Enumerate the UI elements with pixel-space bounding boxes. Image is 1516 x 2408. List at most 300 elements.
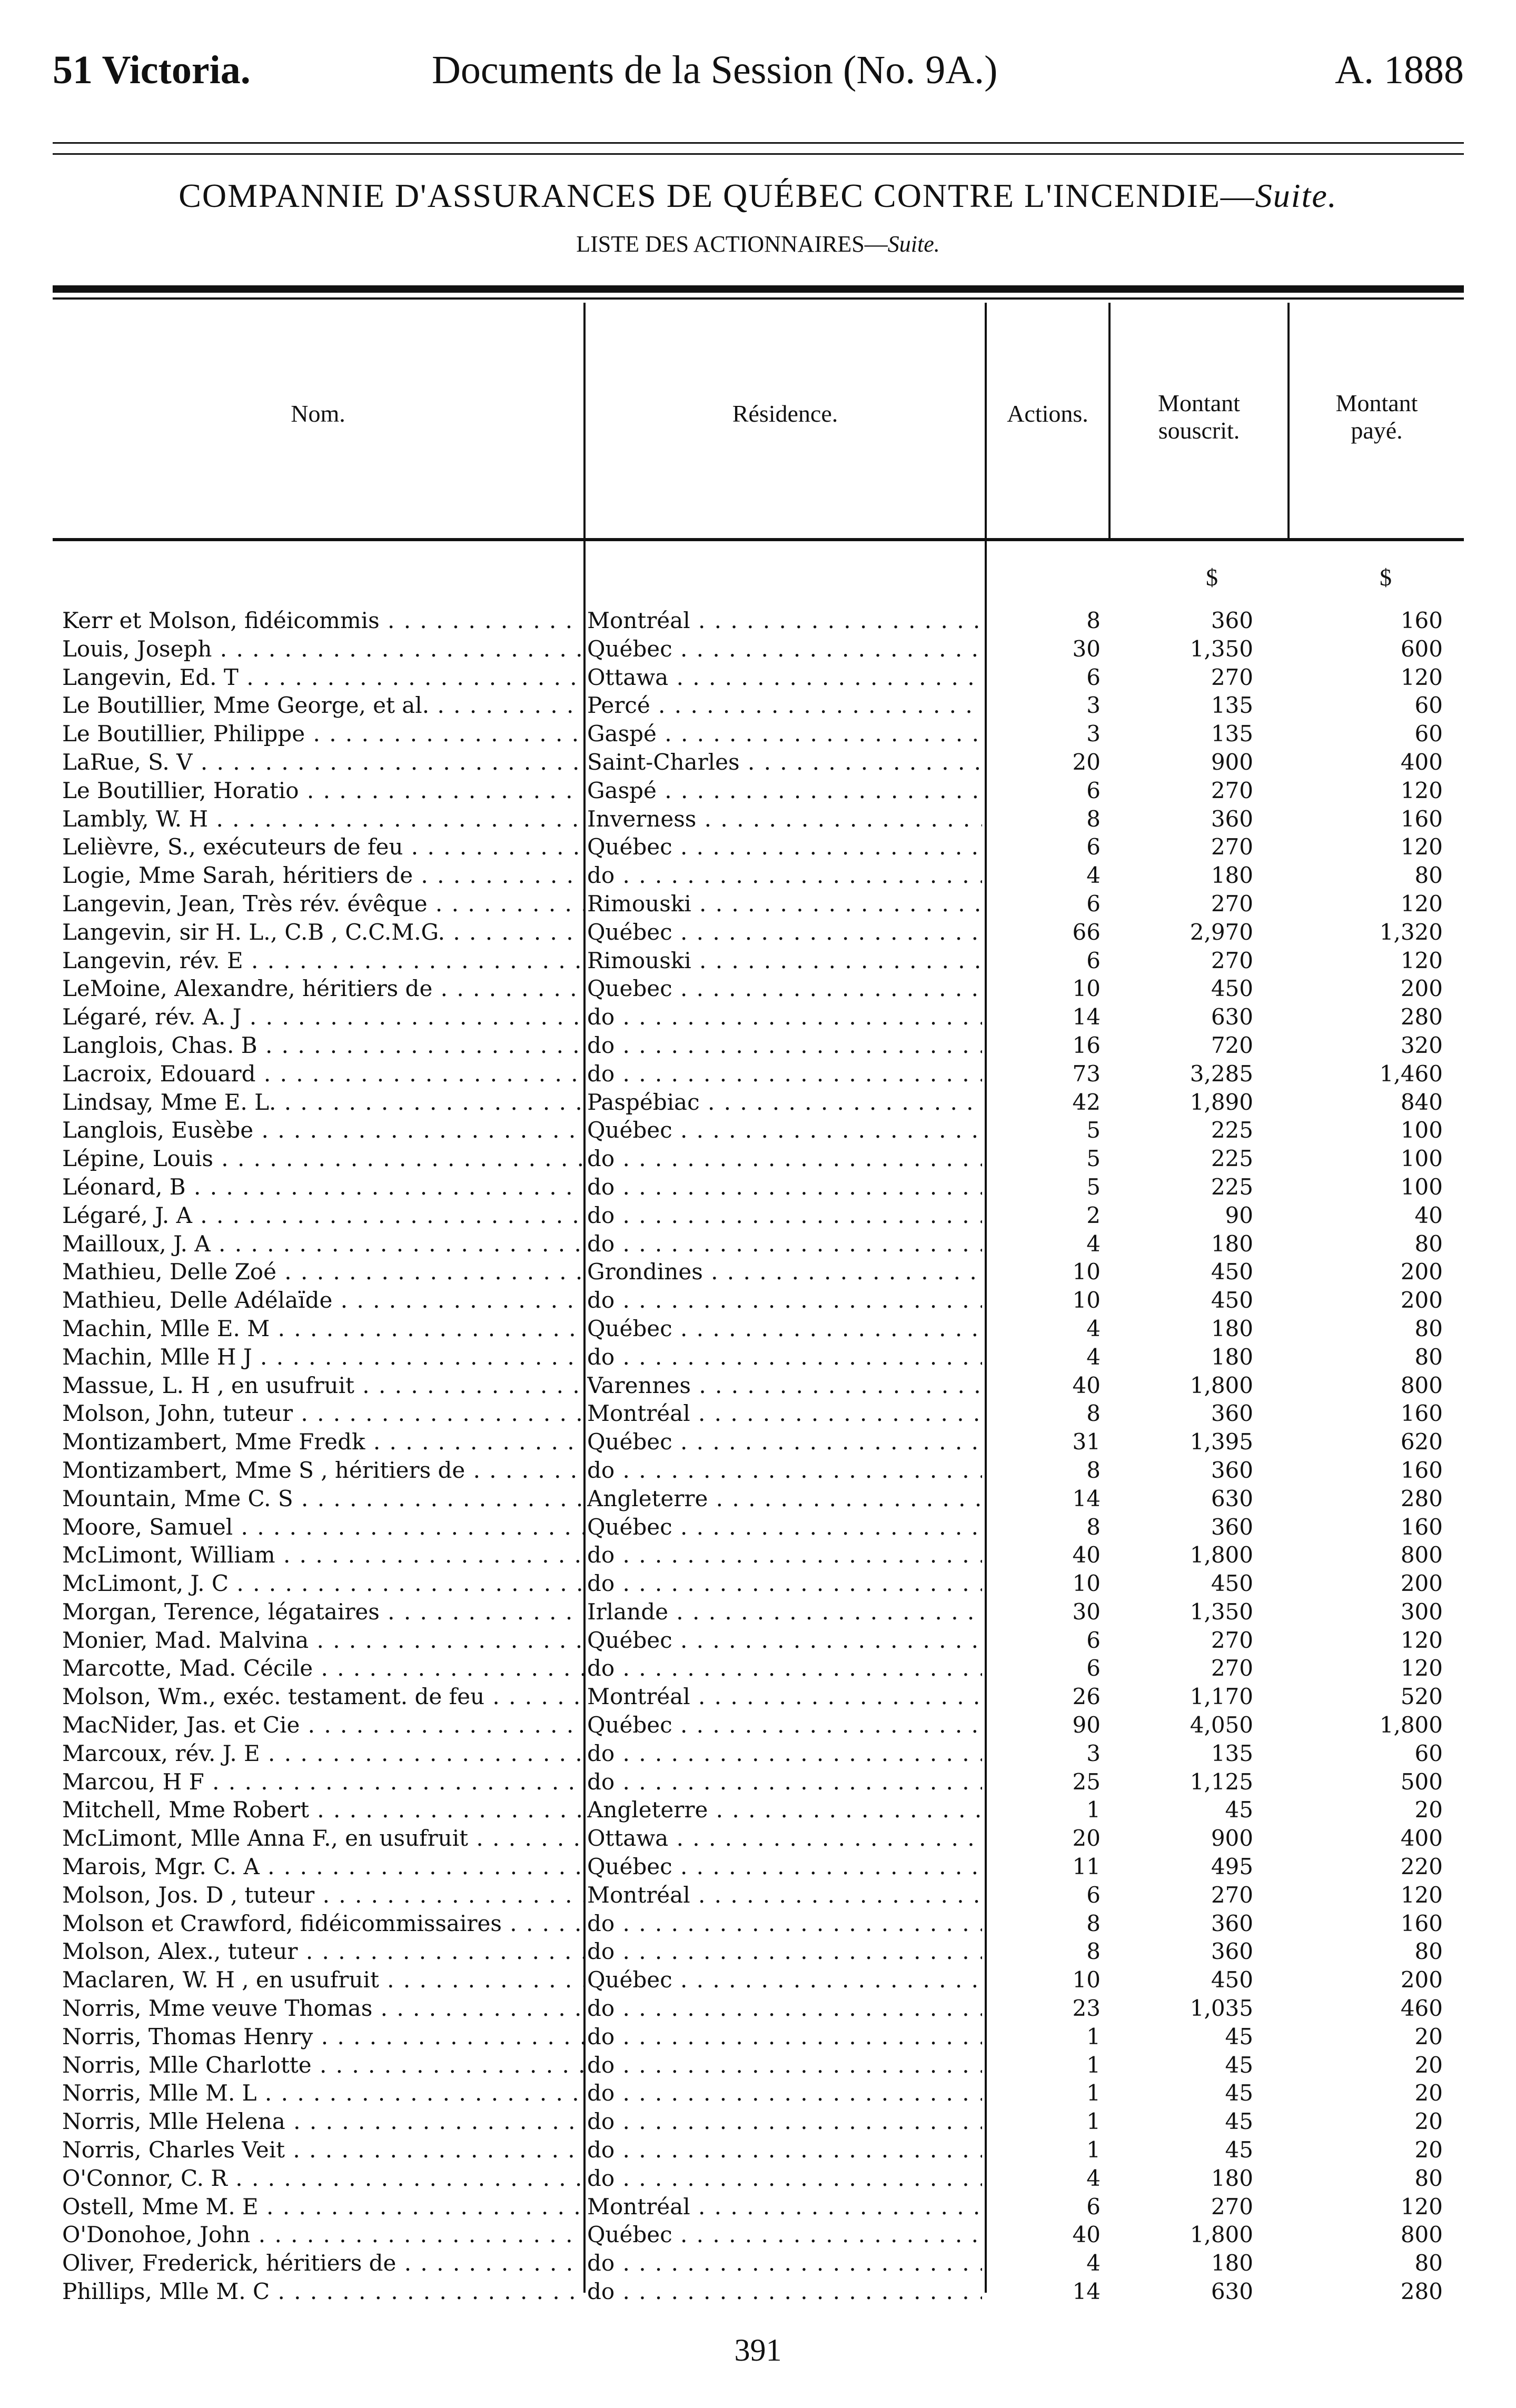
shareholder-residence: Irlande . . .	[587, 1598, 982, 1626]
table-row	[0, 720, 1516, 748]
shareholder-residence: Montréal . . .	[587, 2193, 982, 2221]
amount-subscribed: 270	[1211, 2193, 1253, 2220]
column-header-residence-label: Résidence.	[732, 400, 838, 427]
amount-paid: 200	[1400, 1287, 1443, 1314]
shareholder-actions: 23	[1072, 1995, 1101, 2022]
amount-subscribed: 4,050	[1190, 1712, 1253, 1738]
shareholder-actions: 31	[1072, 1429, 1101, 1455]
shareholder-actions: 1	[1086, 2080, 1101, 2106]
amount-subscribed: 360	[1211, 608, 1253, 633]
shareholder-name: Moore, Samuel . . .	[62, 1513, 583, 1541]
shareholder-actions: 6	[1086, 664, 1101, 690]
shareholder-residence: Québec . . .	[587, 833, 982, 861]
shareholder-actions: 14	[1072, 2278, 1101, 2305]
table-row	[0, 777, 1516, 805]
shareholder-name: Le Boutillier, Horatio . . .	[62, 777, 583, 805]
shareholder-residence: Québec . . .	[587, 1711, 982, 1739]
table-row	[0, 2051, 1516, 2079]
table-row	[0, 1145, 1516, 1173]
amount-subscribed: 180	[1211, 2250, 1253, 2276]
amount-subscribed: 630	[1211, 1485, 1253, 1511]
amount-paid: 60	[1414, 721, 1443, 747]
shareholder-residence: Québec . . .	[587, 1513, 982, 1541]
table-row	[0, 1626, 1516, 1655]
shareholder-residence: Angleterre . . .	[587, 1485, 982, 1513]
amount-subscribed: 360	[1211, 805, 1253, 832]
shareholder-name: Molson, Jos. D , tuteur . . .	[62, 1881, 583, 1909]
shareholder-name: Langlois, Chas. B . . .	[62, 1031, 583, 1060]
shareholder-name: Légaré, J. A . . .	[62, 1201, 583, 1230]
shareholder-residence: do . . .	[587, 861, 982, 890]
shareholder-residence: do . . .	[587, 1569, 982, 1598]
table-row	[0, 1711, 1516, 1739]
amount-subscribed: 1,350	[1190, 635, 1253, 662]
shareholder-name: Morgan, Terence, légataires . . .	[62, 1598, 583, 1626]
amount-subscribed: 45	[1225, 1797, 1253, 1823]
shareholder-residence: do . . .	[587, 1286, 982, 1315]
currency-souscrit: $	[1206, 564, 1218, 591]
shareholder-name: McLimont, J. C . . .	[62, 1569, 583, 1598]
amount-paid: 320	[1400, 1032, 1443, 1058]
amount-paid: 800	[1400, 1542, 1443, 1568]
table-row	[0, 2221, 1516, 2249]
shareholder-actions: 8	[1086, 1938, 1101, 1965]
table-row	[0, 663, 1516, 692]
table-row	[0, 1088, 1516, 1117]
shareholder-residence: Paspébiac . . .	[587, 1088, 982, 1117]
shareholder-name: Machin, Mlle H J . . .	[62, 1343, 583, 1371]
table-row	[0, 2107, 1516, 2136]
amount-subscribed: 45	[1225, 2080, 1253, 2106]
shareholder-name: Kerr et Molson, fidéicommis . . .	[62, 606, 583, 635]
amount-subscribed: 135	[1211, 1740, 1253, 1766]
shareholder-residence: do . . .	[587, 1201, 982, 1230]
amount-subscribed: 270	[1211, 834, 1253, 860]
amount-subscribed: 1,350	[1190, 1598, 1253, 1625]
amount-subscribed: 45	[1225, 2052, 1253, 2078]
shareholder-actions: 26	[1072, 1684, 1101, 1710]
shareholder-name: Mountain, Mme C. S . . .	[62, 1485, 583, 1513]
amount-subscribed: 360	[1211, 1400, 1253, 1427]
shareholder-name: Légaré, rév. A. J . . .	[62, 1003, 583, 1031]
shareholder-name: Logie, Mme Sarah, héritiers de . . .	[62, 861, 583, 890]
shareholder-residence: do . . .	[587, 1654, 982, 1683]
page-subtitle	[0, 231, 1516, 257]
shareholder-residence: Montréal . . .	[587, 1881, 982, 1909]
shareholder-name: McLimont, William . . .	[62, 1541, 583, 1569]
shareholder-actions: 4	[1086, 2250, 1101, 2276]
shareholder-actions: 5	[1086, 1117, 1101, 1143]
column-header-souscrit-line1: Montant	[1158, 390, 1240, 416]
table-row	[0, 1315, 1516, 1343]
session-year: 51 Victoria.	[53, 48, 251, 92]
table-row	[0, 1739, 1516, 1768]
amount-paid: 620	[1400, 1429, 1443, 1455]
table-row	[0, 2249, 1516, 2277]
table-row	[0, 1853, 1516, 1881]
shareholder-residence: Quebec . . .	[587, 974, 982, 1003]
shareholder-name: Le Boutillier, Philippe . . .	[62, 720, 583, 748]
shareholder-name: Norris, Mlle Helena . . .	[62, 2107, 583, 2136]
shareholder-residence: do . . .	[587, 1456, 982, 1485]
amount-subscribed: 1,890	[1190, 1089, 1253, 1115]
amount-paid: 120	[1400, 890, 1443, 917]
shareholder-residence: Québec . . .	[587, 1428, 982, 1456]
table-row	[0, 1683, 1516, 1711]
amount-subscribed: 900	[1211, 1825, 1253, 1852]
amount-paid: 800	[1400, 2222, 1443, 2248]
table-row	[0, 1824, 1516, 1853]
shareholder-name: Louis, Joseph . . .	[62, 635, 583, 663]
shareholder-residence: do . . .	[587, 2107, 982, 2136]
amount-paid: 280	[1400, 2278, 1443, 2305]
shareholder-residence: Ottawa . . .	[587, 663, 982, 692]
shareholder-actions: 3	[1086, 1740, 1101, 1766]
table-row	[0, 748, 1516, 777]
amount-subscribed: 360	[1211, 1910, 1253, 1936]
shareholder-actions: 14	[1072, 1004, 1101, 1030]
amount-subscribed: 270	[1211, 1655, 1253, 1681]
amount-paid: 60	[1414, 692, 1443, 719]
shareholder-name: Langevin, Ed. T . . .	[62, 663, 583, 692]
shareholder-name: Norris, Mlle M. L . . .	[62, 2079, 583, 2107]
column-header-nom	[53, 400, 583, 427]
shareholder-name: Molson et Crawford, fidéicommissaires . . .	[62, 1909, 583, 1938]
amount-paid: 20	[1414, 2080, 1443, 2106]
shareholder-name: Norris, Charles Veit . . .	[62, 2136, 583, 2164]
title-suite: Suite.	[1255, 177, 1337, 214]
shareholder-residence: Gaspé . . .	[587, 777, 982, 805]
table-row	[0, 1003, 1516, 1031]
amount-subscribed: 270	[1211, 947, 1253, 973]
table-row	[0, 1513, 1516, 1541]
table-row	[0, 1456, 1516, 1485]
amount-paid: 120	[1400, 664, 1443, 690]
shareholder-actions: 16	[1072, 1032, 1101, 1058]
shareholder-actions: 8	[1086, 1400, 1101, 1427]
amount-subscribed: 450	[1211, 1570, 1253, 1597]
amount-subscribed: 900	[1211, 749, 1253, 775]
shareholder-residence: do . . .	[587, 1768, 982, 1796]
shareholder-name: Marcoux, rév. J. E . . .	[62, 1739, 583, 1768]
page-header	[53, 47, 1464, 105]
table-row	[0, 2079, 1516, 2107]
table-row	[0, 1485, 1516, 1513]
amount-paid: 600	[1400, 635, 1443, 662]
table-row	[0, 1201, 1516, 1230]
shareholder-name: Molson, Wm., exéc. testament. de feu . . .	[62, 1683, 583, 1711]
table-row	[0, 1598, 1516, 1626]
shareholder-residence: do . . .	[587, 1343, 982, 1371]
amount-paid: 160	[1400, 1514, 1443, 1540]
shareholder-actions: 25	[1072, 1768, 1101, 1795]
shareholder-residence: Grondines . . .	[587, 1258, 982, 1286]
amount-subscribed: 225	[1211, 1173, 1253, 1200]
shareholder-name: Lelièvre, S., exécuteurs de feu . . .	[62, 833, 583, 861]
shareholder-actions: 30	[1072, 1598, 1101, 1625]
amount-subscribed: 450	[1211, 1259, 1253, 1285]
shareholder-actions: 40	[1072, 1542, 1101, 1568]
table-row	[0, 947, 1516, 975]
amount-subscribed: 450	[1211, 1967, 1253, 1993]
shareholder-residence: Québec . . .	[587, 1116, 982, 1145]
amount-paid: 60	[1414, 1740, 1443, 1766]
shareholder-actions: 14	[1072, 1485, 1101, 1511]
shareholder-actions: 3	[1086, 692, 1101, 719]
amount-subscribed: 180	[1211, 862, 1253, 889]
amount-paid: 100	[1400, 1117, 1443, 1143]
amount-paid: 160	[1400, 805, 1443, 832]
shareholder-residence: do . . .	[587, 2249, 982, 2277]
shareholder-name: Lépine, Louis . . .	[62, 1145, 583, 1173]
amount-subscribed: 1,800	[1190, 2222, 1253, 2248]
amount-subscribed: 270	[1211, 777, 1253, 803]
amount-subscribed: 270	[1211, 1627, 1253, 1653]
table-row	[0, 1116, 1516, 1145]
amount-subscribed: 180	[1211, 1230, 1253, 1257]
shareholder-actions: 2	[1086, 1202, 1101, 1228]
amount-subscribed: 1,800	[1190, 1372, 1253, 1398]
amount-subscribed: 450	[1211, 976, 1253, 1002]
table-row	[0, 1060, 1516, 1088]
amount-paid: 160	[1400, 608, 1443, 633]
table-row	[0, 833, 1516, 861]
shareholder-actions: 4	[1086, 1315, 1101, 1341]
shareholder-name: Langevin, sir H. L., C.B , C.C.M.G. . . .	[62, 918, 583, 947]
table-row	[0, 974, 1516, 1003]
shareholder-name: Montizambert, Mme S , héritiers de . . .	[62, 1456, 583, 1485]
shareholder-actions: 8	[1086, 1457, 1101, 1483]
shareholder-actions: 40	[1072, 1372, 1101, 1398]
amount-subscribed: 360	[1211, 1457, 1253, 1483]
table-row	[0, 2164, 1516, 2193]
amount-subscribed: 270	[1211, 664, 1253, 690]
shareholder-table	[0, 606, 1516, 2306]
shareholder-actions: 1	[1086, 2108, 1101, 2135]
header-bottom-rule	[53, 538, 1464, 541]
shareholder-residence: do . . .	[587, 1994, 982, 2023]
shareholder-actions: 40	[1072, 2222, 1101, 2248]
column-header-actions-label: Actions.	[1007, 400, 1088, 427]
amount-subscribed: 3,285	[1190, 1060, 1253, 1087]
amount-subscribed: 135	[1211, 692, 1253, 719]
amount-paid: 280	[1400, 1485, 1443, 1511]
amount-paid: 160	[1400, 1457, 1443, 1483]
amount-subscribed: 180	[1211, 1344, 1253, 1370]
table-row	[0, 1796, 1516, 1824]
shareholder-name: Mitchell, Mme Robert . . .	[62, 1796, 583, 1824]
shareholder-actions: 6	[1086, 1655, 1101, 1681]
shareholder-actions: 6	[1086, 1627, 1101, 1653]
shareholder-actions: 73	[1072, 1060, 1101, 1087]
shareholder-residence: Gaspé . . .	[587, 720, 982, 748]
amount-paid: 120	[1400, 947, 1443, 973]
amount-subscribed: 360	[1211, 1938, 1253, 1965]
shareholder-name: Lacroix, Edouard . . .	[62, 1060, 583, 1088]
shareholder-name: Mailloux, J. A . . .	[62, 1230, 583, 1258]
shareholder-name: Langevin, rév. E . . .	[62, 947, 583, 975]
amount-subscribed: 495	[1211, 1854, 1253, 1880]
shareholder-residence: Angleterre . . .	[587, 1796, 982, 1824]
shareholder-residence: Montréal . . .	[587, 1399, 982, 1428]
amount-paid: 200	[1400, 1570, 1443, 1597]
shareholder-name: Ostell, Mme M. E . . .	[62, 2193, 583, 2221]
shareholder-name: Massue, L. H , en usufruit . . .	[62, 1371, 583, 1400]
amount-paid: 80	[1414, 1344, 1443, 1370]
shareholder-actions: 10	[1072, 1570, 1101, 1597]
table-row	[0, 918, 1516, 947]
shareholder-actions: 8	[1086, 1514, 1101, 1540]
amount-paid: 120	[1400, 2193, 1443, 2220]
shareholder-name: Langlois, Eusèbe . . .	[62, 1116, 583, 1145]
amount-paid: 520	[1400, 1684, 1443, 1710]
shareholder-residence: do . . .	[587, 1541, 982, 1569]
amount-subscribed: 2,970	[1190, 919, 1253, 945]
shareholder-name: Lambly, W. H . . .	[62, 805, 583, 833]
shareholder-residence: Québec . . .	[587, 1626, 982, 1655]
shareholder-name: Langevin, Jean, Très rév. évêque . . .	[62, 890, 583, 918]
amount-paid: 200	[1400, 1259, 1443, 1285]
shareholder-actions: 8	[1086, 608, 1101, 633]
amount-paid: 20	[1414, 2108, 1443, 2135]
amount-subscribed: 720	[1211, 1032, 1253, 1058]
table-row	[0, 1031, 1516, 1060]
amount-paid: 160	[1400, 1910, 1443, 1936]
shareholder-residence: Saint-Charles . . .	[587, 748, 982, 777]
shareholder-actions: 1	[1086, 2052, 1101, 2078]
table-row	[0, 2136, 1516, 2164]
amount-paid: 300	[1400, 1598, 1443, 1625]
amount-paid: 500	[1400, 1768, 1443, 1795]
shareholder-actions: 6	[1086, 2193, 1101, 2220]
amount-subscribed: 180	[1211, 2165, 1253, 2191]
shareholder-residence: do . . .	[587, 1003, 982, 1031]
shareholder-residence: Rimouski . . .	[587, 890, 982, 918]
table-row	[0, 1343, 1516, 1371]
amount-paid: 400	[1400, 749, 1443, 775]
shareholder-residence: do . . .	[587, 2136, 982, 2164]
year-label: A. 1888	[1335, 48, 1464, 92]
amount-paid: 120	[1400, 1655, 1443, 1681]
shareholder-name: Phillips, Mlle M. C . . .	[62, 2277, 583, 2306]
table-row	[0, 1966, 1516, 1994]
column-header-residence	[586, 400, 985, 427]
shareholder-actions: 8	[1086, 805, 1101, 832]
shareholder-residence: Percé . . .	[587, 691, 982, 720]
shareholder-actions: 3	[1086, 721, 1101, 747]
subtitle-text: LISTE DES ACTIONNAIRES—	[576, 231, 888, 257]
amount-subscribed: 360	[1211, 1514, 1253, 1540]
shareholder-residence: do . . .	[587, 1909, 982, 1938]
table-row	[0, 1937, 1516, 1966]
shareholder-residence: Montréal . . .	[587, 1683, 982, 1711]
amount-subscribed: 225	[1211, 1117, 1253, 1143]
column-header-nom-label: Nom.	[291, 400, 345, 427]
shareholder-actions: 90	[1072, 1712, 1101, 1738]
shareholder-residence: do . . .	[587, 2277, 982, 2306]
amount-paid: 120	[1400, 1627, 1443, 1653]
shareholder-name: Marois, Mgr. C. A . . .	[62, 1853, 583, 1881]
column-header-paye-line1: Montant	[1335, 390, 1418, 416]
title-rule-thick	[53, 285, 1464, 293]
shareholder-actions: 30	[1072, 635, 1101, 662]
amount-paid: 160	[1400, 1400, 1443, 1427]
table-row	[0, 2023, 1516, 2051]
amount-paid: 1,320	[1379, 919, 1443, 945]
shareholder-name: Léonard, B . . .	[62, 1173, 583, 1201]
table-row	[0, 1258, 1516, 1286]
shareholder-name: McLimont, Mlle Anna F., en usufruit . . .	[62, 1824, 583, 1853]
amount-paid: 80	[1414, 2250, 1443, 2276]
table-row	[0, 1230, 1516, 1258]
shareholder-actions: 1	[1086, 2137, 1101, 2163]
shareholder-name: LeMoine, Alexandre, héritiers de . . .	[62, 974, 583, 1003]
shareholder-actions: 6	[1086, 1882, 1101, 1908]
currency-paye: $	[1380, 564, 1392, 591]
shareholder-name: Monier, Mad. Malvina . . .	[62, 1626, 583, 1655]
amount-subscribed: 45	[1225, 2108, 1253, 2135]
amount-subscribed: 1,395	[1190, 1429, 1253, 1455]
shareholder-name: Molson, Alex., tuteur . . .	[62, 1937, 583, 1966]
shareholder-actions: 10	[1072, 1259, 1101, 1285]
shareholder-residence: do . . .	[587, 1145, 982, 1173]
column-header-actions	[987, 400, 1108, 427]
table-row	[0, 1768, 1516, 1796]
amount-subscribed: 180	[1211, 1315, 1253, 1341]
shareholder-residence: Varennes . . .	[587, 1371, 982, 1400]
page-number: 391	[734, 2333, 782, 2367]
amount-paid: 80	[1414, 1315, 1443, 1341]
shareholder-name: Mathieu, Delle Zoé . . .	[62, 1258, 583, 1286]
amount-paid: 120	[1400, 777, 1443, 803]
amount-subscribed: 450	[1211, 1287, 1253, 1314]
shareholder-name: Norris, Mme veuve Thomas . . .	[62, 1994, 583, 2023]
amount-paid: 200	[1400, 1967, 1443, 1993]
amount-subscribed: 1,170	[1190, 1684, 1253, 1710]
shareholder-name: Lindsay, Mme E. L. . . .	[62, 1088, 583, 1117]
shareholder-actions: 4	[1086, 2165, 1101, 2191]
table-row	[0, 1569, 1516, 1598]
amount-subscribed: 630	[1211, 1004, 1253, 1030]
table-row	[0, 1654, 1516, 1683]
shareholder-actions: 6	[1086, 777, 1101, 803]
shareholder-residence: do . . .	[587, 1060, 982, 1088]
amount-paid: 120	[1400, 1882, 1443, 1908]
shareholder-residence: Québec . . .	[587, 1315, 982, 1343]
table-row	[0, 2193, 1516, 2221]
shareholder-name: Montizambert, Mme Fredk . . .	[62, 1428, 583, 1456]
table-row	[0, 1994, 1516, 2023]
shareholder-residence: Québec . . .	[587, 1966, 982, 1994]
shareholder-residence: do . . .	[587, 1937, 982, 1966]
shareholder-residence: Inverness . . .	[587, 805, 982, 833]
table-row	[0, 1173, 1516, 1201]
table-row	[0, 1371, 1516, 1400]
shareholder-residence: do . . .	[587, 1173, 982, 1201]
shareholder-actions: 6	[1086, 947, 1101, 973]
amount-subscribed: 45	[1225, 2023, 1253, 2049]
shareholder-name: O'Connor, C. R . . .	[62, 2164, 583, 2193]
amount-subscribed: 1,800	[1190, 1542, 1253, 1568]
amount-paid: 800	[1400, 1372, 1443, 1398]
shareholder-actions: 20	[1072, 749, 1101, 775]
amount-subscribed: 1,035	[1190, 1995, 1253, 2022]
amount-subscribed: 1,125	[1190, 1768, 1253, 1795]
table-row	[0, 805, 1516, 833]
shareholder-actions: 20	[1072, 1825, 1101, 1852]
shareholder-actions: 8	[1086, 1910, 1101, 1936]
shareholder-name: Machin, Mlle E. M . . .	[62, 1315, 583, 1343]
